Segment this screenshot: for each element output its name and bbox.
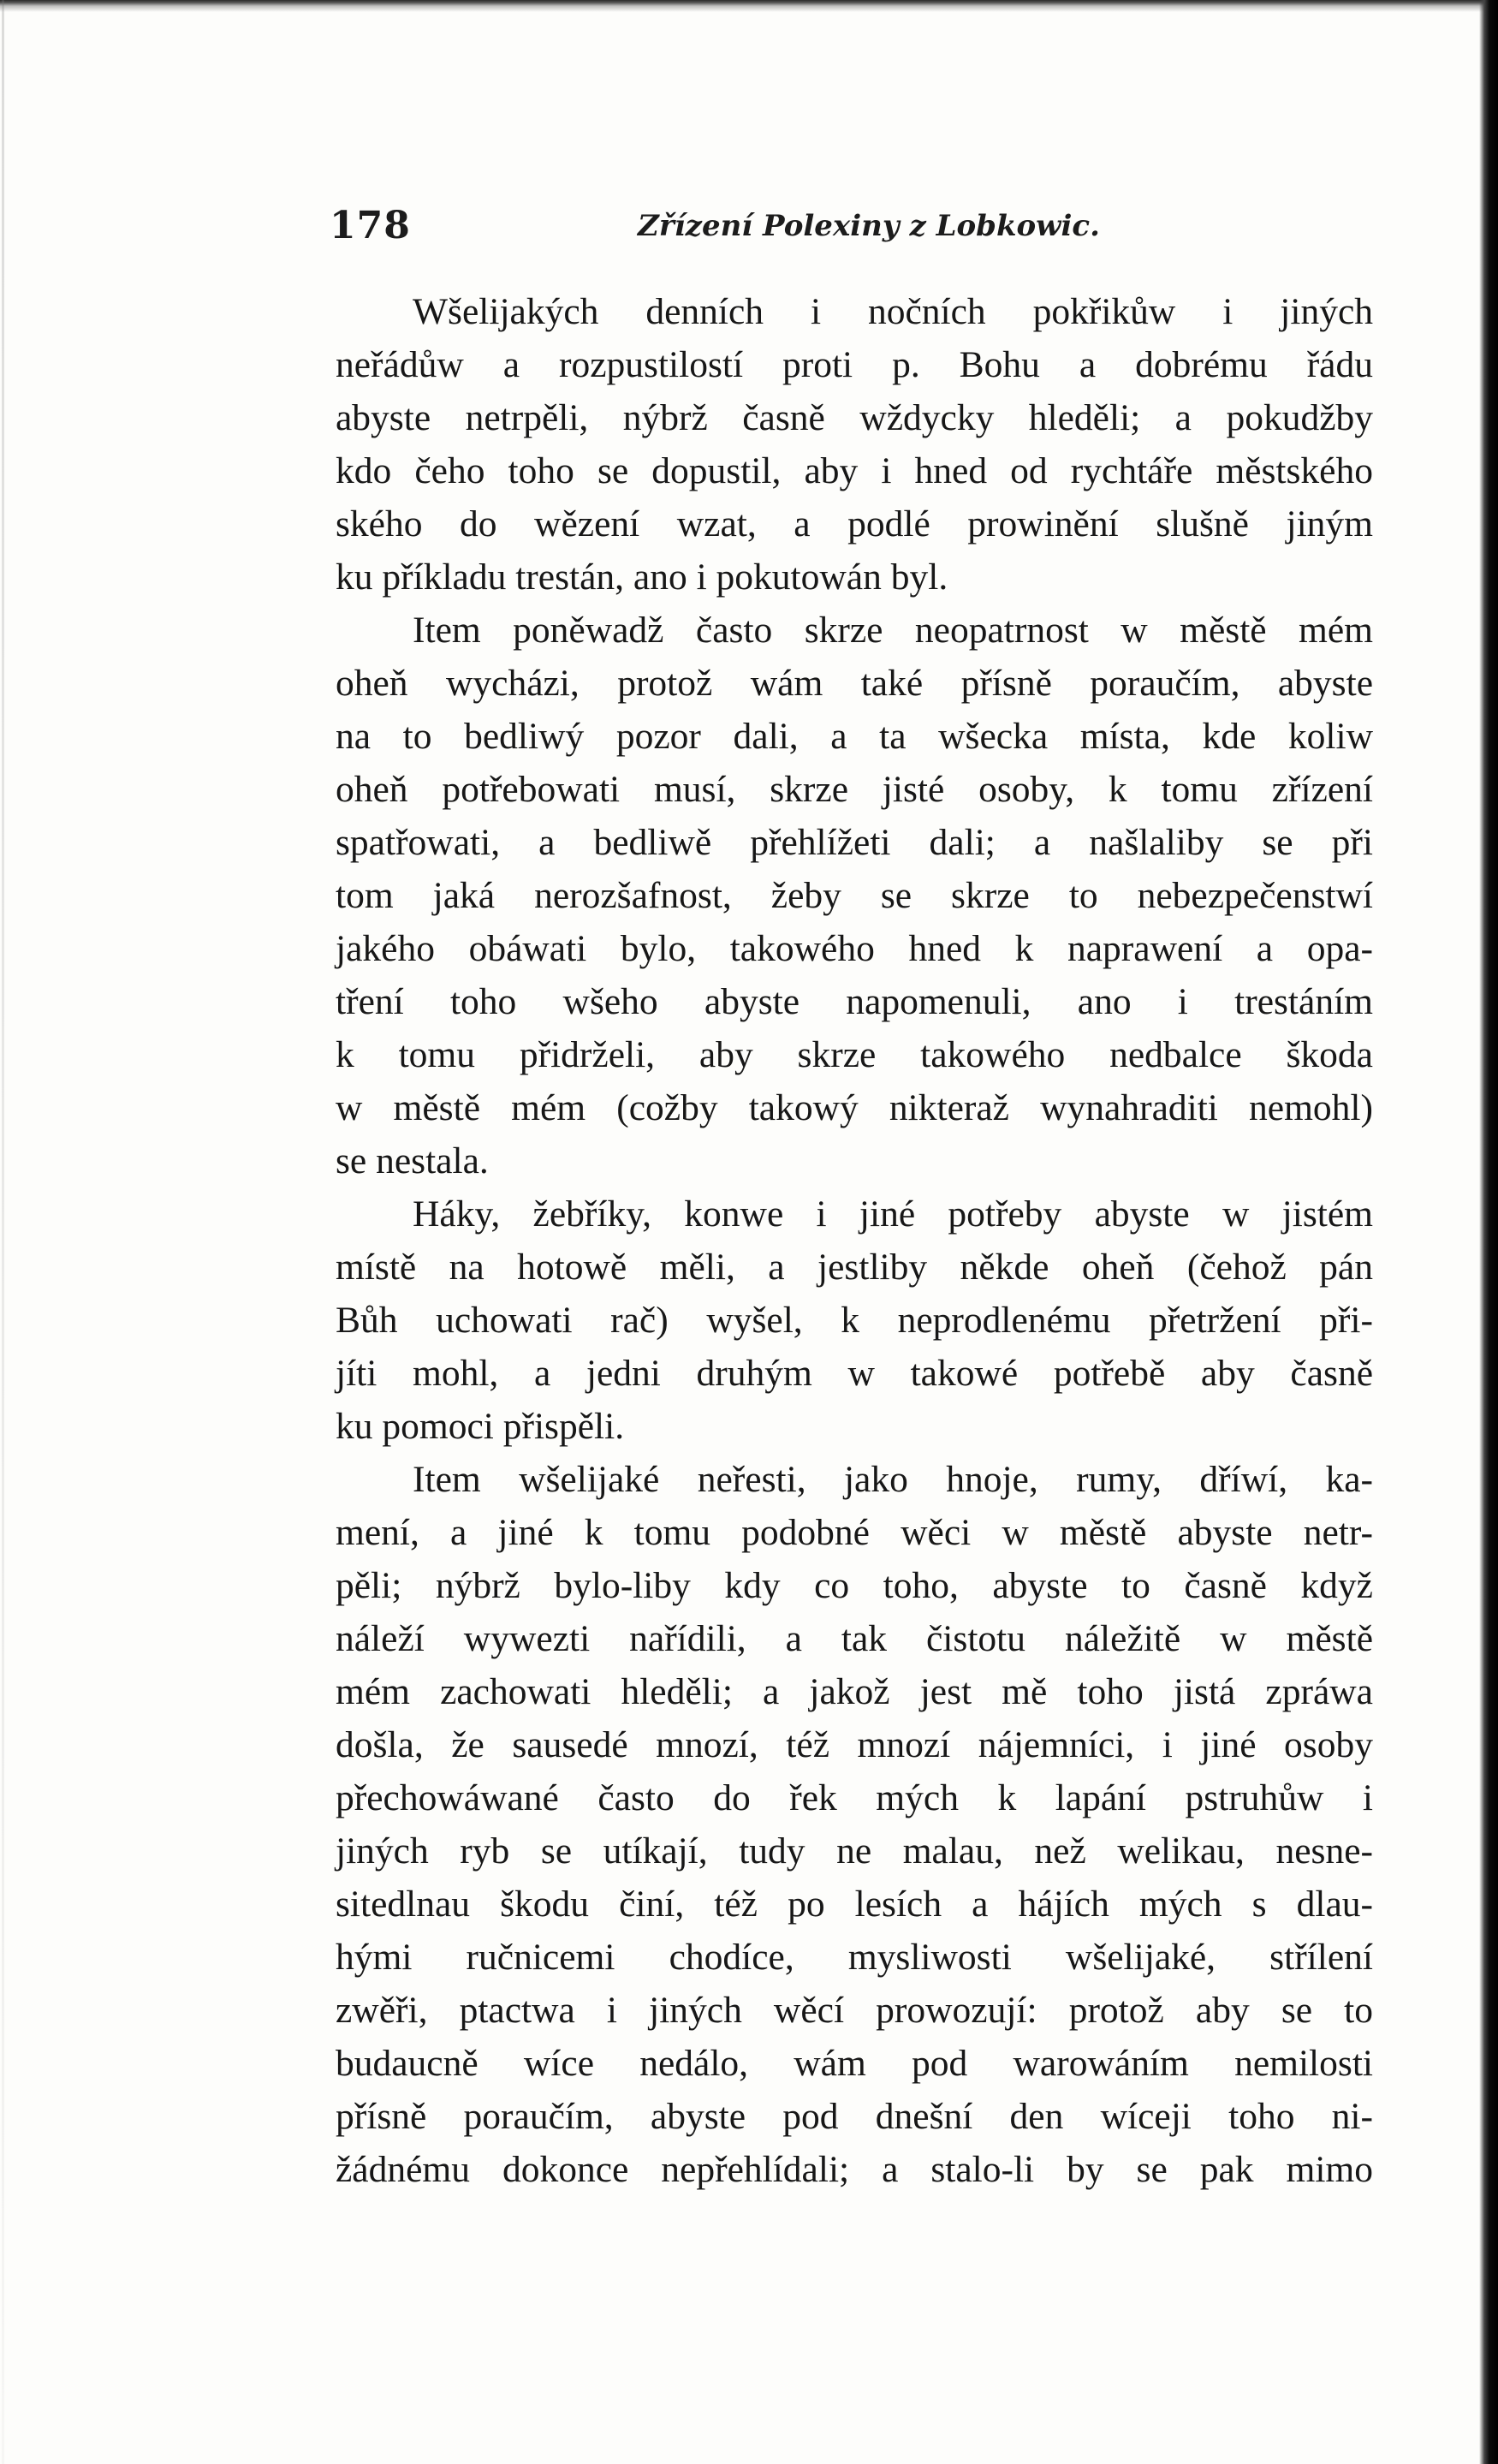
text-line: mém zachowati hleděli; a jakož jest mě toho jistá zpráwa — [336, 1671, 1373, 1712]
text-line: se nestala. — [336, 1140, 489, 1181]
text-line: abyste netrpěli, nýbrž časně wždycky hleděli; a pokudžby — [336, 397, 1373, 438]
text-line: jíti mohl, a jedni druhým w takowé potřebě aby časně — [336, 1353, 1373, 1394]
text-line: ku příkladu trestán, ano i pokutowán byl. — [336, 556, 948, 598]
running-head: Zřízení Polexiny z Lobkowic. — [638, 209, 1100, 243]
text-line: došla, že sausedé mnozí, též mnozí nájemníci, i jiné osoby — [336, 1724, 1373, 1765]
text-line: oheň wycházi, protož wám také přísně poraučím, abyste — [336, 663, 1373, 704]
text-line: jakého obáwati bylo, takowého hned k naprawení a opa- — [336, 928, 1373, 969]
text-line: Bůh uchowati rač) wyšel, k neprodlenému přetržení při- — [336, 1300, 1373, 1341]
text-line: tom jaká nerozšafnost, žeby se skrze to nebezpečenstwí — [336, 875, 1373, 916]
page-number: 178 — [330, 204, 411, 247]
text-line: Item poněwadž často skrze neopatrnost w městě mém — [413, 610, 1373, 651]
text-line: zwěři, ptactwa i jiných wěcí prowozují: protož aby se to — [336, 1990, 1373, 2031]
text-line: přísně poraučím, abyste pod dnešní den wíceji toho ni- — [336, 2096, 1373, 2137]
text-line: hými ručnicemi chodíce, mysliwosti wšelijaké, střílení — [336, 1937, 1373, 1978]
text-line: spatřowati, a bedliwě přehlížeti dali; a našlaliby se při — [336, 822, 1373, 863]
text-line: neřádůw a rozpustilostí proti p. Bohu a dobrému řádu — [336, 344, 1373, 385]
scan-top-edge — [0, 0, 1498, 12]
scan-left-edge — [2, 0, 4, 2464]
text-line: oheň potřebowati musí, skrze jisté osoby, k tomu zřízení — [336, 769, 1373, 810]
text-line: žádnému dokonce nepřehlídali; a stalo-li by se pak mimo — [336, 2149, 1373, 2190]
page-header — [330, 204, 1382, 255]
text-line: ku pomoci přispěli. — [336, 1406, 625, 1447]
text-line: na to bedliwý pozor dali, a ta wšecka místa, kde koliw — [336, 716, 1373, 757]
text-line: přechowáwané často do řek mých k lapání pstruhůw i — [336, 1777, 1373, 1818]
text-line: Wšelijakých denních i nočních pokřikůw i jiných — [413, 291, 1373, 332]
text-line: tření toho wšeho abyste napomenuli, ano i trestáním — [336, 981, 1373, 1022]
text-line: náleží wywezti nařídili, a tak čistotu náležitě w městě — [336, 1618, 1373, 1659]
text-line: jiných ryb se utíkají, tudy ne malau, než welikau, nesne- — [336, 1830, 1373, 1872]
text-line: budaucně wíce nedálo, wám pod warowáním nemilosti — [336, 2043, 1373, 2084]
text-line: w městě mém (cožby takowý nikteraž wynahraditi nemohl) — [336, 1087, 1373, 1128]
scan-right-edge — [1479, 0, 1498, 2464]
text-line: pěli; nýbrž bylo-liby kdy co toho, abyste to časně když — [336, 1565, 1373, 1606]
text-line: místě na hotowě měli, a jestliby někde oheň (čehož pán — [336, 1247, 1373, 1288]
text-line: mení, a jiné k tomu podobné wěci w městě abyste netr- — [336, 1512, 1373, 1553]
text-line: kdo čeho toho se dopustil, aby i hned od rychtáře městského — [336, 450, 1373, 491]
text-line: sitedlnau škodu činí, též po lesích a hájích mých s dlau- — [336, 1884, 1373, 1925]
text-line: ského do wězení wzat, a podlé prowinění slušně jiným — [336, 503, 1373, 545]
body-text — [336, 285, 1373, 2196]
text-line: k tomu přidrželi, aby skrze takowého nedbalce škoda — [336, 1034, 1373, 1075]
text-line: Item wšelijaké neřesti, jako hnoje, rumy, dříwí, ka- — [413, 1459, 1373, 1500]
text-line: Háky, žebříky, konwe i jiné potřeby abyste w jistém — [413, 1193, 1373, 1235]
